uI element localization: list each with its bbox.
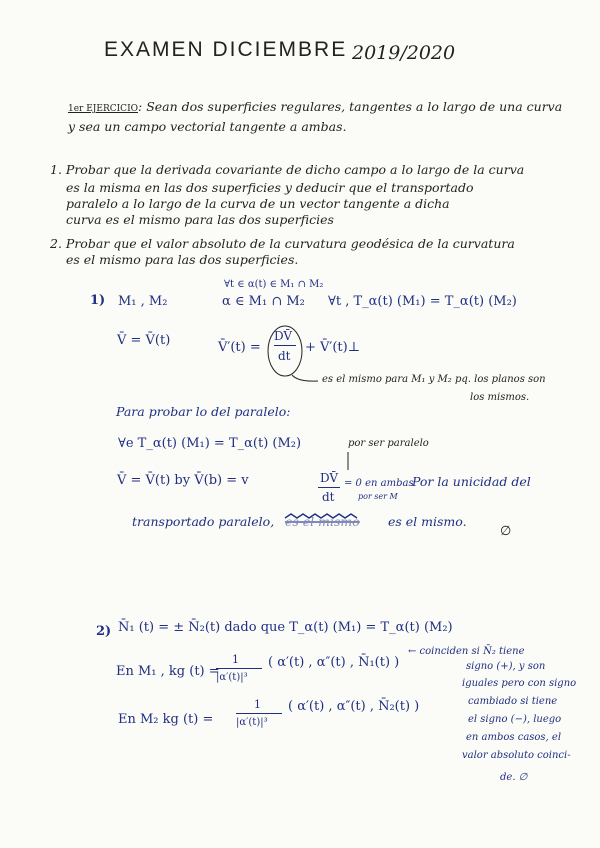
question-1-line-4: curva es el mismo para las dos superficies bbox=[66, 212, 334, 227]
answer-1-v-cond: V̄ = V̄(t) by V̄(b) = v bbox=[117, 473, 249, 488]
statement-line-2: y sea un campo vectorial tangente a ambas. bbox=[68, 119, 347, 134]
answer-2-m1-frac-num: 1 bbox=[232, 653, 239, 666]
question-2-number: 2. bbox=[50, 236, 62, 251]
question-1-line-3: paralelo a lo largo de la curva de un vector tangente a dicha bbox=[66, 196, 450, 211]
answer-1-note-same-2: los mismos. bbox=[470, 392, 530, 403]
answer-1-dv-zero: = 0 en ambas bbox=[344, 478, 414, 489]
answer-1-alpha: α ∈ M₁ ∩ M₂ bbox=[222, 294, 305, 309]
exam-title: EXAMEN DICIEMBRE bbox=[104, 38, 348, 61]
answer-1-note-same: es el mismo para M₁ y M₂ pq. los planos son bbox=[322, 374, 546, 385]
question-2-line-1: Probar que el valor absoluto de la curvatura geodésica de la curvatura bbox=[65, 236, 515, 251]
answer-1-over-note: ∀t ∈ α(t) ∈ M₁ ∩ M₂ bbox=[224, 279, 324, 290]
exercise-label: 1er EJERCICIO bbox=[68, 104, 139, 114]
statement-line-1: : Sean dos superficies regulares, tangentes a lo largo de una curva bbox=[138, 99, 563, 114]
answer-1-v-deriv-left: V̄′(t) = bbox=[218, 340, 261, 355]
question-2-line-2: es el mismo para las dos superficies. bbox=[66, 252, 299, 267]
answer-1-uniqueness: Por la unicidad del bbox=[412, 474, 531, 489]
answer-1-v-deriv-right: + V̄′(t)⊥ bbox=[305, 340, 360, 355]
answer-2-m2-frac-den: |α′(t)|³ bbox=[236, 717, 268, 728]
answer-1-surfaces: M₁ , M₂ bbox=[118, 294, 168, 309]
answer-2-side-note-3: iguales pero con signo bbox=[462, 678, 577, 689]
answer-2-normal: N̄₁ (t) = ± N̄₂(t) dado que T_α(t) (M₁) = T_α(t) (M₂) bbox=[118, 620, 453, 635]
answer-2-side-note-4: cambiado si tiene bbox=[468, 696, 558, 707]
answer-1-tangent: ∀t , T_α(t) (M₁) = T_α(t) (M₂) bbox=[328, 294, 517, 309]
answer-1-label: 1) bbox=[90, 293, 106, 308]
answer-1-dv-den: dt bbox=[278, 349, 291, 363]
answer-2-m2-label: En M₂ kg (t) = bbox=[118, 712, 214, 727]
answer-2-m2-frac-bar bbox=[236, 713, 282, 714]
answer-2-side-note-6: en ambos casos, el bbox=[466, 732, 562, 743]
answer-2-side-note-2: signo (+), y son bbox=[466, 661, 546, 672]
answer-1-dv-num: DV̄ bbox=[274, 329, 293, 343]
question-1-line-2: es la misma en las dos superficies y deducir que el transportado bbox=[66, 180, 474, 195]
answer-1-conclusion: es el mismo. bbox=[388, 514, 467, 529]
answer-2-m1-label: En M₁ , kg (t) = bbox=[116, 664, 220, 679]
answer-1-fraction-bar bbox=[274, 345, 296, 346]
answer-1-end-mark: ∅ bbox=[500, 524, 512, 539]
question-1-line-1: Probar que la derivada covariante de dicho campo a lo largo de la curva bbox=[65, 162, 525, 177]
answer-1-by-parallel: por ser paralelo bbox=[348, 438, 429, 449]
question-1-number: 1. bbox=[50, 162, 62, 177]
answer-2-m1-frac-den: |α′(t)|³ bbox=[216, 672, 248, 683]
answer-1-parallel-tangent: ∀e T_α(t) (M₁) = T_α(t) (M₂) bbox=[118, 436, 302, 451]
answer-2-label: 2) bbox=[96, 624, 112, 639]
answer-2-side-note-7: valor absoluto coinci- bbox=[462, 750, 571, 761]
answer-1-transport: transportado paralelo, bbox=[132, 514, 275, 529]
answer-2-m2-frac-num: 1 bbox=[254, 698, 261, 711]
exam-year: 2019/2020 bbox=[352, 42, 456, 64]
answer-1-dv-num-2: DV̄ bbox=[320, 471, 339, 485]
answer-2-m2-expr: ( α′(t) , α″(t) , N̄₂(t) ) bbox=[288, 699, 420, 714]
answer-2-side-note-1: ← coinciden si N̄₂ tiene bbox=[408, 646, 525, 657]
arrow-to-note bbox=[292, 375, 318, 381]
answer-1-fraction-bar-2 bbox=[318, 487, 340, 488]
answer-1-dv-zero-2: por ser M bbox=[358, 492, 398, 501]
answer-2-side-note-8: de. ∅ bbox=[500, 772, 528, 783]
answer-1-struck: es el mismo bbox=[285, 514, 360, 529]
answer-1-parallel-intro: Para probar lo del paralelo: bbox=[116, 404, 291, 419]
answer-2-m1-expr: ( α′(t) , α″(t) , N̄₁(t) ) bbox=[268, 655, 400, 670]
answer-2-m1-frac-bar bbox=[216, 668, 262, 669]
answer-1-v-def: V̄ = V̄(t) bbox=[117, 333, 171, 348]
answer-2-side-note-5: el signo (−), luego bbox=[468, 714, 562, 725]
answer-1-dv-den-2: dt bbox=[322, 490, 335, 504]
